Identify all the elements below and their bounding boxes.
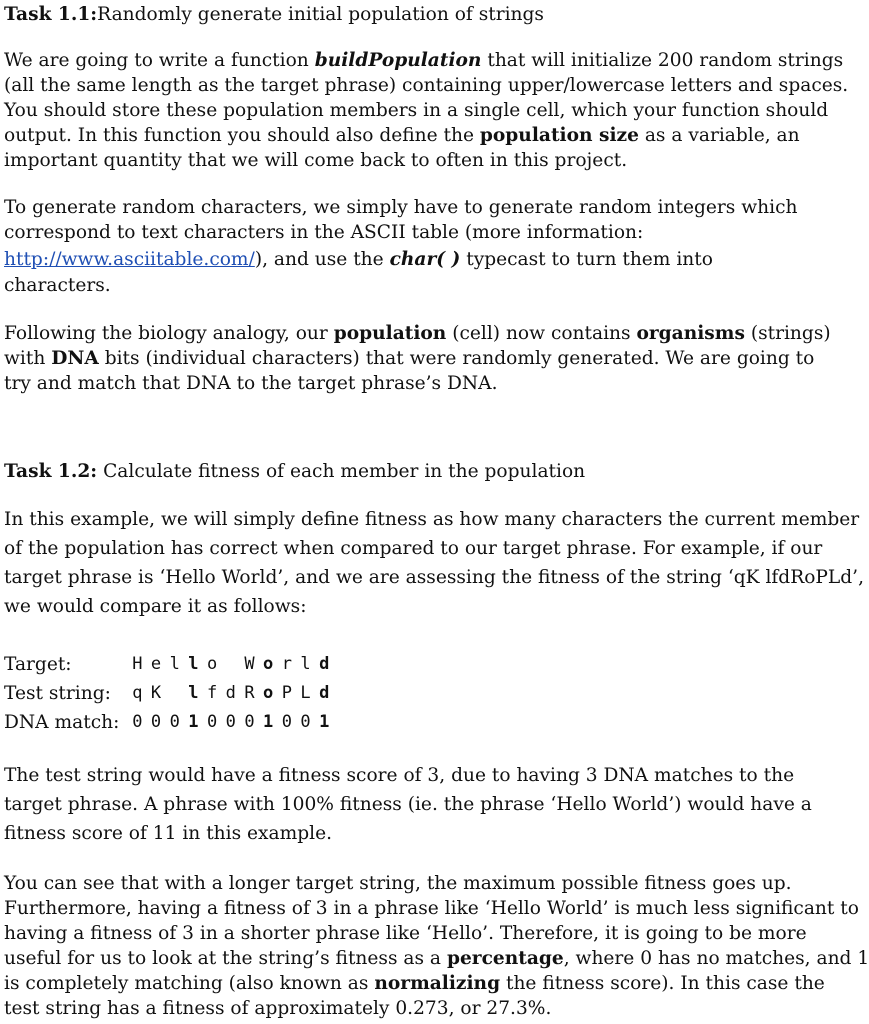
target-char: e <box>150 654 162 674</box>
test-char: P <box>281 683 292 703</box>
match-char: 1 <box>263 712 274 732</box>
test-char: l <box>188 683 199 703</box>
paragraph-line: with DNA bits (individual characters) that were randomly generated. We are going to <box>4 348 815 369</box>
match-char: 0 <box>169 712 180 732</box>
paragraph-line: useful for us to look at the string’s fitness as a percentage, where 0 has no matches, and 1 <box>4 948 869 969</box>
paragraph-line: we would compare it as follows: <box>4 596 307 617</box>
paragraph-line: You can see that with a longer target string, the maximum possible fitness goes up. <box>4 873 792 894</box>
paragraph-line: correspond to text characters in the ASCII table (more information: <box>4 222 644 243</box>
target-char: o <box>206 654 218 674</box>
match-char: 0 <box>225 712 236 732</box>
match-char: 0 <box>132 712 143 732</box>
match-char: 0 <box>150 712 162 732</box>
match-char: 0 <box>244 712 255 732</box>
test-char: d <box>225 683 236 703</box>
test-sequence <box>128 681 334 706</box>
asciitable-link[interactable]: http://www.asciitable.com/ <box>4 249 255 270</box>
paragraph-line: To generate random characters, we simply have to generate random integers which <box>4 197 798 218</box>
paragraph-line: characters. <box>4 275 111 296</box>
paragraph-line: Following the biology analogy, our population (cell) now contains organisms (strings) <box>4 323 831 344</box>
test-char: f <box>206 683 218 703</box>
paragraph-line: Furthermore, having a fitness of 3 in a phrase like ‘Hello World’ is much less significant to <box>4 898 859 919</box>
target-char <box>221 652 240 677</box>
test-char: o <box>263 683 274 703</box>
paragraph-line: output. In this function you should also define the population size as a variable, an <box>4 125 800 146</box>
paragraph-line: is completely matching (also known as normalizing the fitness score). In this case the <box>4 973 825 994</box>
test-char: K <box>150 683 162 703</box>
paragraph-line: The test string would have a fitness score of 3, due to having 3 DNA matches to the <box>4 765 795 786</box>
paragraph-line: target phrase is ‘Hello World’, and we are assessing the fitness of the string ‘qK lfdRoPLd’, <box>4 567 864 588</box>
match-char: 0 <box>300 712 311 732</box>
target-sequence <box>128 652 334 677</box>
paragraph-line: fitness score of 11 in this example. <box>4 823 333 844</box>
task-1-2-heading: Task 1.2: Calculate fitness of each member in the population <box>4 461 586 482</box>
paragraph-line: http://www.asciitable.com/), and use the char( ) typecast to turn them into <box>4 249 713 270</box>
match-char: 1 <box>188 712 199 732</box>
paragraph-line: (all the same length as the target phrase) containing upper/lowercase letters and spaces. <box>4 75 849 96</box>
test-char: R <box>244 683 255 703</box>
match-char: 1 <box>319 712 330 732</box>
paragraph-line: try and match that DNA to the target phrase’s DNA. <box>4 373 498 394</box>
paragraph-line: We are going to write a function buildPopulation that will initialize 200 random strings <box>4 50 844 71</box>
paragraph-line: You should store these population members in a single cell, which your function should <box>4 100 829 121</box>
test-char <box>165 681 184 706</box>
paragraph-line: of the population has correct when compared to our target phrase. For example, if our <box>4 538 823 559</box>
paragraph-line: test string has a fitness of approximately 0.273, or 27.3%. <box>4 998 552 1019</box>
paragraph-line: In this example, we will simply define fitness as how many characters the current member <box>4 509 860 530</box>
target-char: o <box>263 654 274 674</box>
target-char: r <box>281 654 292 674</box>
target-char: l <box>169 654 180 674</box>
match-sequence <box>128 710 334 735</box>
target-char: d <box>319 654 330 674</box>
test-char: d <box>319 683 330 703</box>
target-char: H <box>132 654 143 674</box>
test-char: q <box>132 683 143 703</box>
match-char: 0 <box>281 712 292 732</box>
match-char: 0 <box>206 712 218 732</box>
paragraph-line: important quantity that we will come back to often in this project. <box>4 150 628 171</box>
target-char: l <box>188 654 199 674</box>
task-1-1-heading: Task 1.1:Randomly generate initial population of strings <box>4 4 544 25</box>
test-char: L <box>300 683 311 703</box>
target-char: W <box>244 654 255 674</box>
paragraph-line: target phrase. A phrase with 100% fitness (ie. the phrase ‘Hello World’) would have a <box>4 794 812 815</box>
paragraph-line: having a fitness of 3 in a shorter phrase like ‘Hello’. Therefore, it is going to be more <box>4 923 807 944</box>
target-char: l <box>300 654 311 674</box>
